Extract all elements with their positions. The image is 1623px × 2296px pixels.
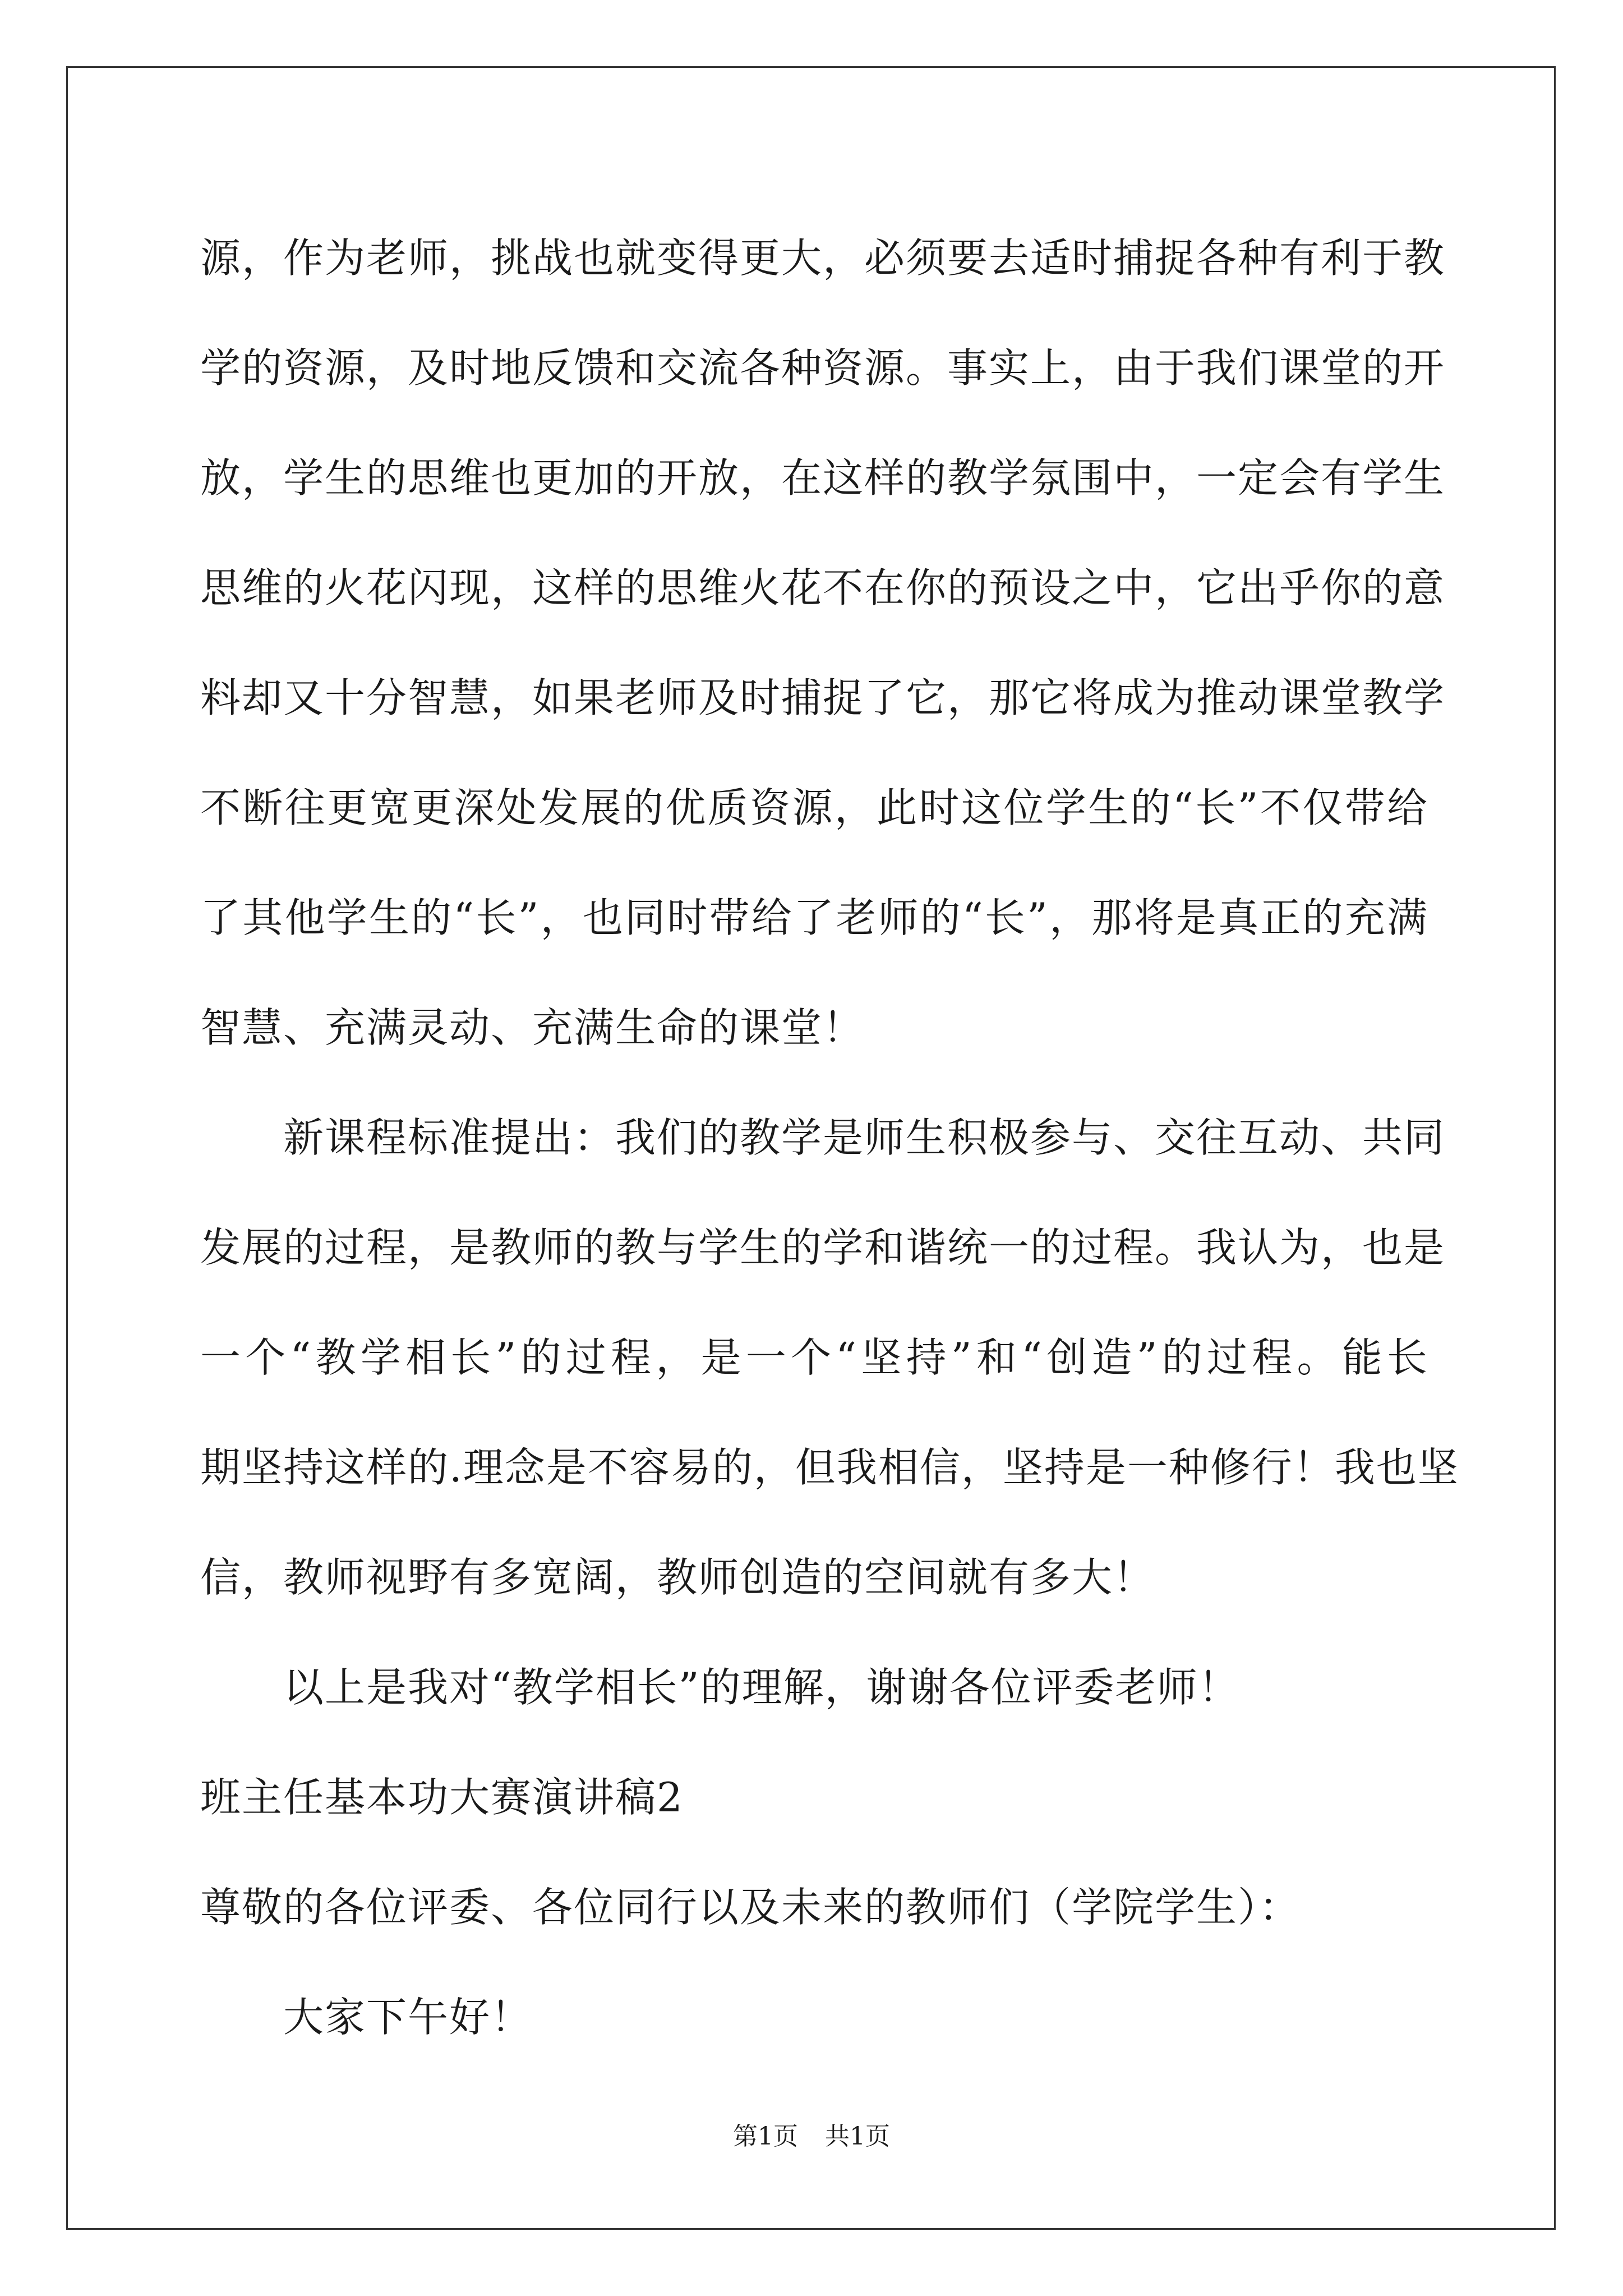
text-line: 信，教师视野有多宽阔，教师创造的空间就有多大！ [200, 1554, 1155, 1601]
text-line: 不断往更宽更深处发展的优质资源，此时这位学生的“长”不仅带给 [200, 784, 1428, 831]
text-line: 以上是我对“教学相长”的理解，谢谢各位评委老师！ [283, 1664, 1240, 1711]
text-line: 放，学生的思维也更加的开放，在这样的教学氛围中，一定会有学生 [200, 454, 1446, 501]
text-line: 智慧、充满灵动、充满生命的课堂！ [200, 1004, 865, 1051]
text-line: 学的资源，及时地反馈和交流各种资源。事实上，由于我们课堂的开 [200, 344, 1446, 392]
page-footer [0, 2116, 1623, 2152]
page-number: 第1页 [733, 2122, 798, 2151]
text-line: 新课程标准提出：我们的教学是师生积极参与、交往互动、共同 [283, 1114, 1446, 1161]
text-line: 思维的火花闪现，这样的思维火花不在你的预设之中，它出乎你的意 [200, 564, 1446, 611]
text-line: 源，作为老师，挑战也就变得更大，必须要去适时捕捉各种有利于教 [200, 234, 1446, 282]
text-line: 一个“教学相长”的过程，是一个“坚持”和“创造”的过程。能长 [200, 1334, 1428, 1381]
text-line: 发展的过程，是教师的教与学生的学和谐统一的过程。我认为，也是 [200, 1224, 1446, 1271]
page-total: 共1页 [825, 2122, 890, 2151]
document-body [200, 213, 1459, 2082]
text-line: 了其他学生的“长”，也同时带给了老师的“长”，那将是真正的充满 [200, 894, 1428, 941]
greeting: 大家下午好！ [283, 1994, 533, 2041]
text-line: 料却又十分智慧，如果老师及时捕捉了它，那它将成为推动课堂教学 [200, 674, 1446, 721]
section-heading: 班主任基本功大赛演讲稿2 [200, 1774, 684, 1821]
text-line: 期坚持这样的.理念是不容易的，但我相信，坚持是一种修行！我也坚 [200, 1444, 1459, 1491]
salutation: 尊敬的各位评委、各位同行以及未来的教师们（学院学生）： [200, 1884, 1301, 1931]
